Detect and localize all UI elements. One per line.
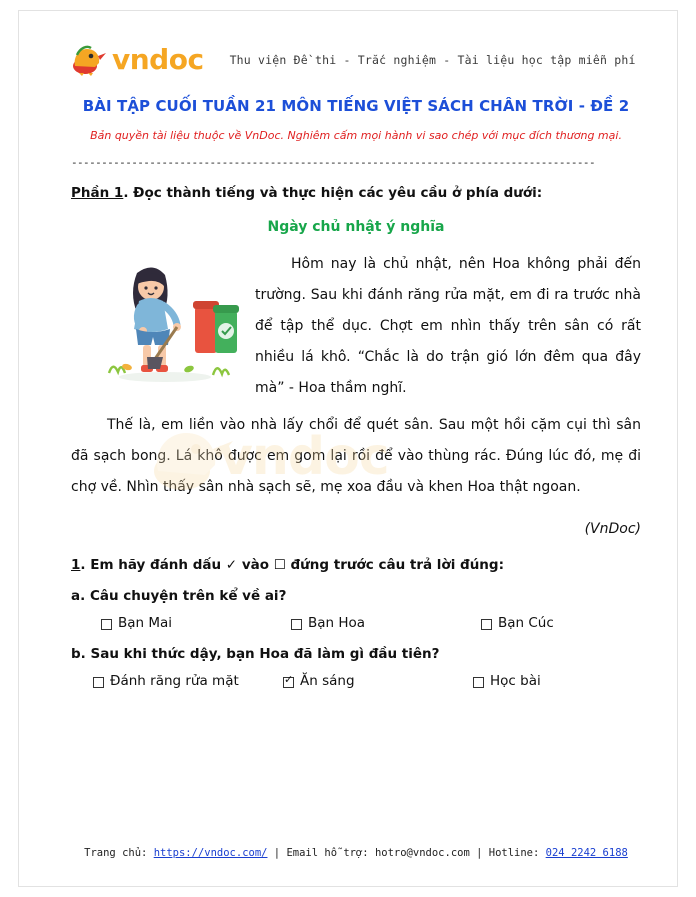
copyright-notice: Bản quyền tài liệu thuộc về VnDoc. Nghiêm cấm mọi hành vi sao chép với mục đích thương mại. (90, 129, 622, 142)
vndoc-logo[interactable] (71, 43, 204, 77)
option-1a-3[interactable] (481, 615, 554, 631)
option-label: Đánh răng rửa mặt (110, 673, 239, 689)
footer-hotline-number[interactable]: 024 2242 6188 (545, 847, 628, 859)
question-1b-prompt: b. Sau khi thức dậy, bạn Hoa đã làm gì đầu tiên? (71, 646, 440, 662)
checkbox-icon[interactable] (93, 677, 104, 688)
page-title: BÀI TẬP CUỐI TUẦN 21 MÔN TIẾNG VIỆT SÁCH CHÂN TRỜI - ĐỀ 2 (82, 97, 630, 115)
girl-sweeping-illustration (103, 251, 243, 389)
paper-sheet (18, 10, 678, 887)
option-label: Bạn Hoa (308, 615, 366, 631)
checkbox-icon[interactable] (473, 677, 484, 688)
section-text: . Đọc thành tiếng và thực hiện các yêu cầu ở phía dưới: (123, 185, 543, 201)
story-signature: (VnDoc) (584, 521, 641, 537)
question-1a-options (71, 615, 641, 631)
section-heading (71, 185, 641, 201)
option-label: Bạn Mai (118, 615, 173, 631)
footer-hotline-label: Hotline: (488, 847, 546, 859)
section-label: Phần 1 (71, 185, 124, 201)
footer-home-label: Trang chủ: (84, 847, 154, 859)
document-content (71, 33, 641, 689)
footer-sep-2: | (469, 847, 489, 859)
checkbox-checked-icon[interactable] (283, 677, 294, 688)
question-1-text: . Em hãy đánh dấu ✓ vào ☐ đứng trước câu trả lời đúng: (80, 557, 504, 573)
story-paragraph-2: Thế là, em liền vào nhà lấy chổi để quét sân. Sau một hồi cặm cụi thì sân đã sạch bong. Lá khô được em gom lại rồi để vào thùng rác. Đúng lúc đó, mẹ đi chợ về. Nhìn thấy sân nhà sạch sẽ, mẹ xoa đầu và khen Hoa thật ngoan. (71, 417, 641, 495)
logo-bird-icon (71, 43, 109, 77)
option-label: Bạn Cúc (498, 615, 554, 631)
story-block (71, 249, 641, 503)
option-1b-2[interactable] (283, 673, 473, 689)
footer-sep-1: | (267, 847, 287, 859)
checkbox-icon[interactable] (291, 619, 302, 630)
logo-text: vndoc (112, 43, 204, 76)
story-title: Ngày chủ nhật ý nghĩa (267, 219, 445, 235)
divider: --------------------------------------------------------------------------------------- (71, 156, 595, 169)
option-label: Ăn sáng (300, 673, 355, 689)
document-header (71, 33, 641, 87)
story-paragraph-1: Hôm nay là chủ nhật, nên Hoa không phải đến trường. Sau khi đánh răng rửa mặt, em đi ra trước nhà để tập thể dục. Chợt em nhìn thấy trên sân có rất nhiều lá khô. “Chắc là do trận gió lớn đêm qua đây mà” - Hoa thầm nghĩ. (255, 256, 641, 396)
watermark-text: vndoc (219, 427, 389, 487)
document-footer (71, 847, 641, 859)
header-tagline: Thu viện Đề thi - Trắc nghiệm - Tài liệu học tập miễn phí (229, 53, 636, 67)
question-1-number: 1 (71, 557, 81, 573)
option-1b-3[interactable] (473, 673, 541, 689)
footer-email: Email hỗ trợ: hotro@vndoc.com (286, 847, 470, 859)
question-1b-options (71, 673, 641, 689)
option-1a-1[interactable] (101, 615, 291, 631)
option-1b-1[interactable] (93, 673, 283, 689)
question-1a-prompt: a. Câu chuyện trên kể về ai? (71, 588, 287, 604)
option-1a-2[interactable] (291, 615, 481, 631)
footer-home-link[interactable]: https://vndoc.com/ (153, 847, 268, 859)
question-1-heading (71, 557, 641, 573)
checkbox-icon[interactable] (101, 619, 112, 630)
checkbox-icon[interactable] (481, 619, 492, 630)
option-label: Học bài (490, 673, 541, 689)
